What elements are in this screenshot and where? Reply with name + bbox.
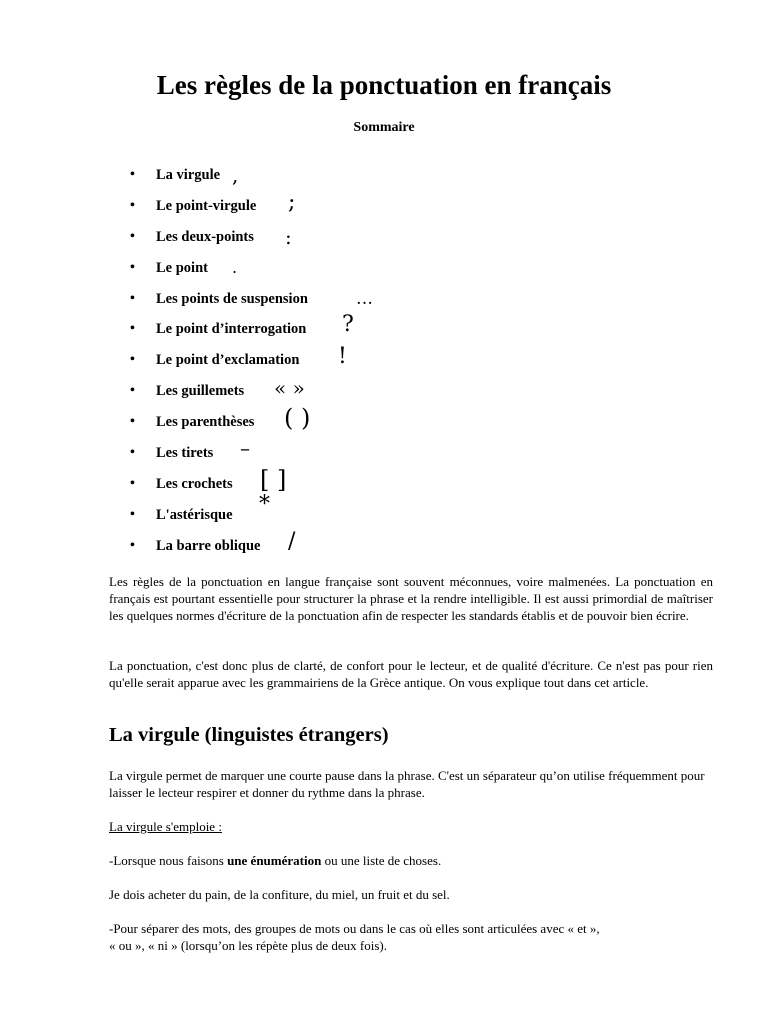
toc-item-symbol: * <box>259 491 270 517</box>
bullet-icon: • <box>130 445 135 461</box>
separation-line: -Pour séparer des mots, des groupes de mots ou dans le cas où elles sont articulées avec « et », <box>109 921 600 936</box>
toc-item-symbol: ! <box>338 344 347 370</box>
toc-item-label: L'astérisque <box>156 506 233 523</box>
bullet-icon: • <box>130 290 135 306</box>
toc-item-label: Les parenthèses <box>156 414 255 431</box>
toc-item-label: Le point-virgule <box>156 197 257 214</box>
toc-item-symbol: / <box>288 528 296 554</box>
bullet-icon: • <box>130 352 135 368</box>
intro-paragraph: La ponctuation, c'est donc plus de clarté, de confort pour le lecteur, et de qualité d'écriture. Ce n'est pas pour rien qu'elle serait apparue avec les grammairiens de la Grèce antique. On vous explique tout dans cet article. <box>109 658 713 690</box>
bullet-icon: • <box>130 259 135 275</box>
example-sentence: Je dois acheter du pain, de la confiture, du miel, un fruit et du sel. <box>109 887 450 902</box>
bullet-icon: • <box>130 197 135 213</box>
bullet-icon: • <box>130 414 135 430</box>
toc-item-label: Les deux-points <box>156 228 254 245</box>
bullet-icon: • <box>130 321 135 337</box>
enumeration-suffix: ou une liste de choses. <box>321 853 442 868</box>
enumeration-line <box>109 852 713 869</box>
separation-line: « ou », « ni » (lorsqu’on les répète plus de deux fois). <box>109 938 388 953</box>
enumeration-bold: une énumération <box>227 853 322 868</box>
toc-item-symbol: ( ) <box>284 404 311 433</box>
virgule-paragraph: La virgule permet de marquer une courte pause dans la phrase. C'est un séparateur qu’on utilise fréquemment pour laisser le lecteur respirer et donner du rythme dans la phrase. <box>109 768 705 800</box>
toc-item-symbol: : <box>285 224 292 249</box>
usage-heading <box>109 818 713 835</box>
bullet-icon: • <box>130 506 135 522</box>
section-heading: La virgule (linguistes étrangers) <box>109 724 389 746</box>
bullet-icon: • <box>130 167 135 182</box>
toc-item-symbol: . <box>232 257 238 277</box>
toc-item-label: Les crochets <box>156 475 233 492</box>
bullet-icon: • <box>130 475 135 491</box>
enumeration-prefix: -Lorsque nous faisons <box>109 853 228 868</box>
toc-item-label: La virgule <box>156 167 221 183</box>
summary-heading: Sommaire <box>353 120 415 135</box>
toc-item-symbol: ; <box>288 189 296 215</box>
toc-item-symbol: ? <box>342 312 354 338</box>
intro-paragraph: Les règles de la ponctuation en langue française sont souvent méconnues, voire malmenées. La ponctuation en français est pourtant essentielle pour structurer la phrase et la rendre intelligible. Il est aussi primordial de maîtriser les quelques normes d'écriture de la ponctuation afin de respecter les standards établis et de pouvoir bien écrire. <box>109 574 713 623</box>
toc-item-label: Les guillemets <box>156 383 245 400</box>
toc-item-label: Les points de suspension <box>156 290 308 307</box>
toc-item-label: Le point <box>156 259 208 276</box>
toc-item-label: La barre oblique <box>156 537 261 554</box>
toc-item-symbol: , <box>232 163 239 187</box>
bullet-icon: • <box>130 537 135 553</box>
toc-item-symbol: – <box>240 436 250 461</box>
toc-item-symbol: « » <box>274 376 305 401</box>
toc-item-symbol: … <box>356 288 373 309</box>
document-title: Les règles de la ponctuation en français <box>156 70 612 100</box>
bullet-icon: • <box>130 383 135 399</box>
toc-item-label: Les tirets <box>156 445 214 462</box>
toc-item-label: Le point d’exclamation <box>156 352 300 369</box>
toc-item-label: Le point d’interrogation <box>156 321 307 338</box>
toc-item-symbol: [ ] <box>260 465 287 494</box>
usage-heading-text: La virgule s'emploie : <box>109 819 222 834</box>
bullet-icon: • <box>130 228 135 244</box>
